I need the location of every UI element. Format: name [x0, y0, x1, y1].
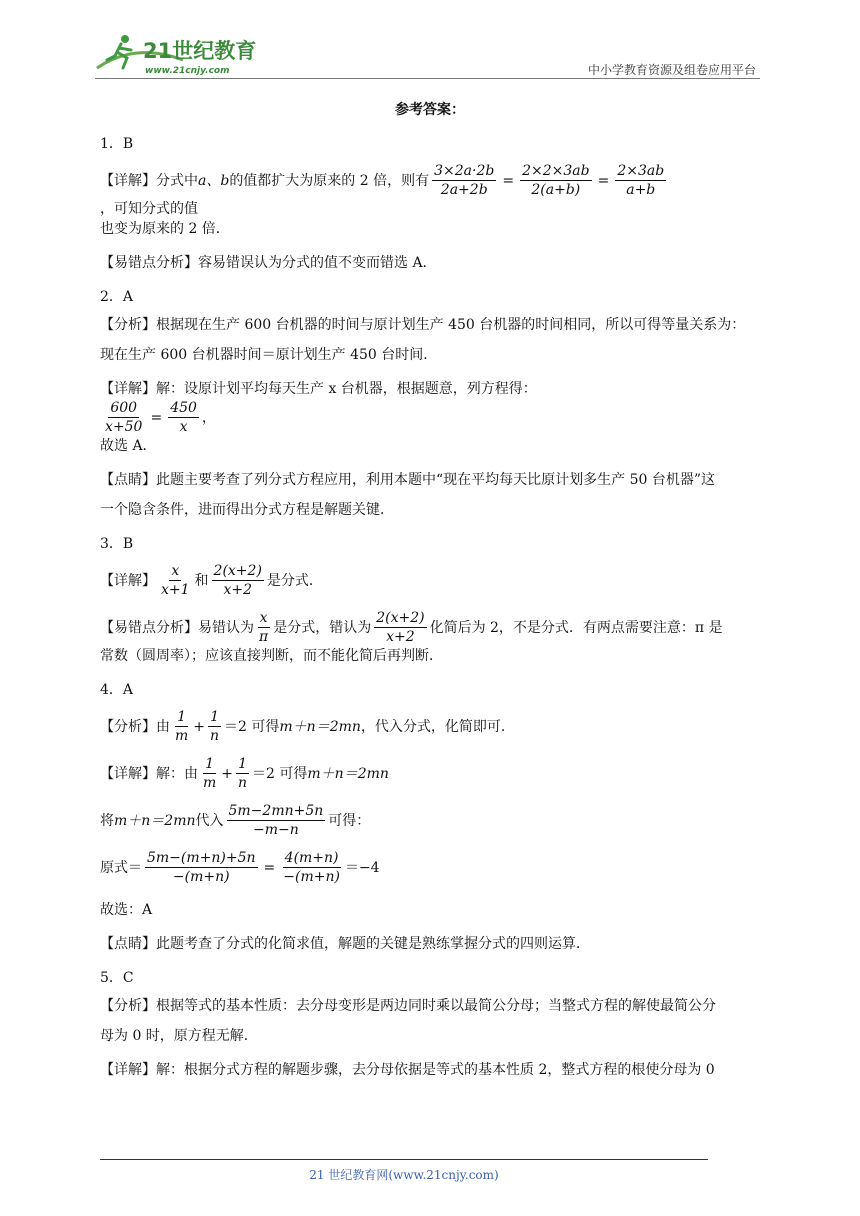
q3-fraction-1: $\frac{x}{x+1}$ [161, 563, 190, 598]
q2-analysis-2: 现在生产 600 台机器时间＝原计划生产 450 台时间． [100, 347, 438, 363]
q4-detail-a: 【详解】解：由 [100, 765, 198, 782]
q3-error [100, 609, 760, 646]
q3-error-a: 【易错点分析】易错认为 [100, 619, 254, 636]
q2-analysis-1: 【分析】根据现在生产 600 台机器的时间与原计划生产 450 台机器的时间相同，所以可得等量关系为： [100, 317, 746, 333]
q4-fraction-a: $\frac{1}{m}$ [175, 709, 189, 744]
q1-detail-cont: 也变为原来的 2 倍． [100, 221, 230, 237]
q4-analysis-d: ，代入分式，化简即可． [360, 718, 515, 735]
q4-answer: 4．A [100, 682, 134, 698]
q2-choose: 故选 A． [100, 438, 157, 454]
q2-fraction-1: $\frac{600}{x+50}$ [105, 400, 143, 435]
q4-choose: 故选：A [100, 902, 153, 918]
q4-orig-a: 原式＝ [100, 859, 142, 876]
q1-detail-d: ，可知分式的值 [100, 201, 198, 217]
q5-analysis-2: 母为 0 时，原方程无解． [100, 1028, 258, 1044]
q2-fraction-2: $\frac{450}{x}$ [170, 400, 197, 435]
q4-detail-c: m＋n＝2mn [307, 765, 389, 782]
q1-fraction-2: $\frac{2\times 2\times 3ab}{2(a+b)}$ [522, 163, 590, 198]
svg-text:21世纪教育: 21世纪教育 [143, 39, 257, 63]
q4-comment: 【点睛】此题考查了分式的化简求值，解题的关键是熟练掌握分式的四则运算． [100, 936, 590, 952]
q4-sub-b: m＋n＝2mn [114, 812, 196, 829]
q4-sub-a: 将 [100, 812, 114, 829]
q4-original: 原式＝ $\frac{5m-(m+n)+5n}{-(m+n)}$ = $\frac{4(m+n)}{-(m+n)}$ ＝−4 [100, 850, 380, 885]
q4-fraction-b: $\frac{1}{n}$ [210, 709, 220, 744]
q4-detail-b: ＝2 可得 [252, 765, 308, 782]
page-header [95, 30, 760, 78]
q1-fraction-3: $\frac{2\times 3ab}{a+b}$ [617, 163, 665, 198]
header-platform-text: 中小学教育资源及组卷应用平台 [587, 63, 756, 77]
q3-detail-c: 是分式． [266, 572, 323, 589]
q3-fraction-4: $\frac{2(x+2)}{x+2}$ [376, 610, 425, 645]
q1-detail: 【详解】分式中 a、b 的值都扩大为原来的 2 倍，则有 $\frac{3\times 2a\cdot 2b}{2a+2b}$ = $\frac{2\times 2\times 3ab}{2(a+b)}$ = $\frac{2\times 3ab}{a+b}$ ，可知分式的值 [100, 163, 665, 217]
q3-detail [100, 562, 760, 599]
q4-sub-d: 可得： [328, 812, 371, 829]
q5-detail-1: 【详解】解：根据分式方程的解题步骤，去分母依据是等式的基本性质 2，整式方程的根使分母为 0 [100, 1062, 715, 1078]
q3-fraction-3: $\frac{x}{\pi}$ [259, 610, 269, 645]
q4-sub-c: 代入 [195, 812, 224, 829]
q4-analysis-b: ＝2 可得 [224, 718, 280, 735]
q2-answer: 2．A [100, 289, 134, 305]
q4-analysis-c: m＋n＝2mn [279, 718, 361, 735]
q2-comment-2: 一个隐含条件，进而得出分式方程是解题关键． [100, 502, 394, 518]
q2-equation: $\frac{600}{x+50}$ = $\frac{450}{x}$ ， [105, 400, 216, 435]
q1-detail-a: 【详解】分式中 [100, 172, 198, 189]
q4-analysis: 【分析】由 $\frac{1}{m}$ + $\frac{1}{n}$ ＝2 可得 m＋n＝2mn ，代入分式，化简即可． [100, 709, 515, 744]
q1-answer: 1．B [100, 136, 134, 152]
q3-error-cont: 常数（圆周率）；应该直接判断，而不能化简后再判断． [100, 648, 443, 664]
q1-detail-b: a、b [198, 172, 230, 189]
q4-orig-b: ＝−4 [344, 859, 380, 876]
q5-analysis-1: 【分析】根据等式的基本性质：去分母变形是两边同时乘以最简公分母；当整式方程的解使最简公分 [100, 998, 716, 1014]
svg-text:www.21cnjy.com: www.21cnjy.com [145, 66, 230, 76]
q3-error-c: 化简后为 2，不是分式．有两点需要注意：π 是 [429, 619, 723, 636]
q3-fraction-2: $\frac{2(x+2)}{x+2}$ [213, 563, 262, 598]
q2-detail: 【详解】解：设原计划平均每天生产 x 台机器，根据题意，列方程得： [100, 381, 537, 397]
q4-detail-fraction-a: $\frac{1}{m}$ [203, 756, 217, 791]
logo [95, 30, 265, 76]
q4-detail-fraction-b: $\frac{1}{n}$ [238, 756, 248, 791]
q4-original-fraction-2: $\frac{4(m+n)}{-(m+n)}$ [283, 850, 340, 885]
q3-detail-b: 和 [194, 572, 209, 589]
q2-comment-1: 【点睛】此题主要考查了列分式方程应用，利用本题中“现在平均每天比原计划多生产 50 台机器”这 [100, 472, 716, 488]
header-divider [95, 78, 760, 79]
q4-substitute [100, 802, 760, 839]
q1-error-analysis: 【易错点分析】容易错误认为分式的值不变而错选 A． [100, 255, 437, 271]
q3-answer: 3．B [100, 536, 134, 552]
q1-detail-c: 的值都扩大为原来的 2 倍，则有 [229, 172, 430, 189]
q5-answer: 5．C [100, 970, 134, 986]
page-footer: 21 世纪教育网(www.21cnjy.com) [309, 1168, 499, 1182]
q1-fraction-1: $\frac{3\times 2a\cdot 2b}{2a+2b}$ [434, 163, 495, 198]
q3-detail-a: 【详解】 [100, 572, 156, 589]
answer-content [100, 100, 760, 1080]
q4-original-fraction-1: $\frac{5m-(m+n)+5n}{-(m+n)}$ [147, 850, 256, 885]
q4-detail: 【详解】解：由 $\frac{1}{m}$ + $\frac{1}{n}$ ＝2 可得 m＋n＝2mn [100, 756, 389, 791]
q3-error-b: 是分式，错认为 [273, 619, 372, 636]
footer-divider [100, 1159, 708, 1160]
q4-analysis-a: 【分析】由 [100, 718, 170, 735]
page-title: 参考答案： [395, 102, 465, 118]
q4-substitute-fraction: $\frac{5m-2mn+5n}{-m-n}$ [228, 803, 324, 838]
